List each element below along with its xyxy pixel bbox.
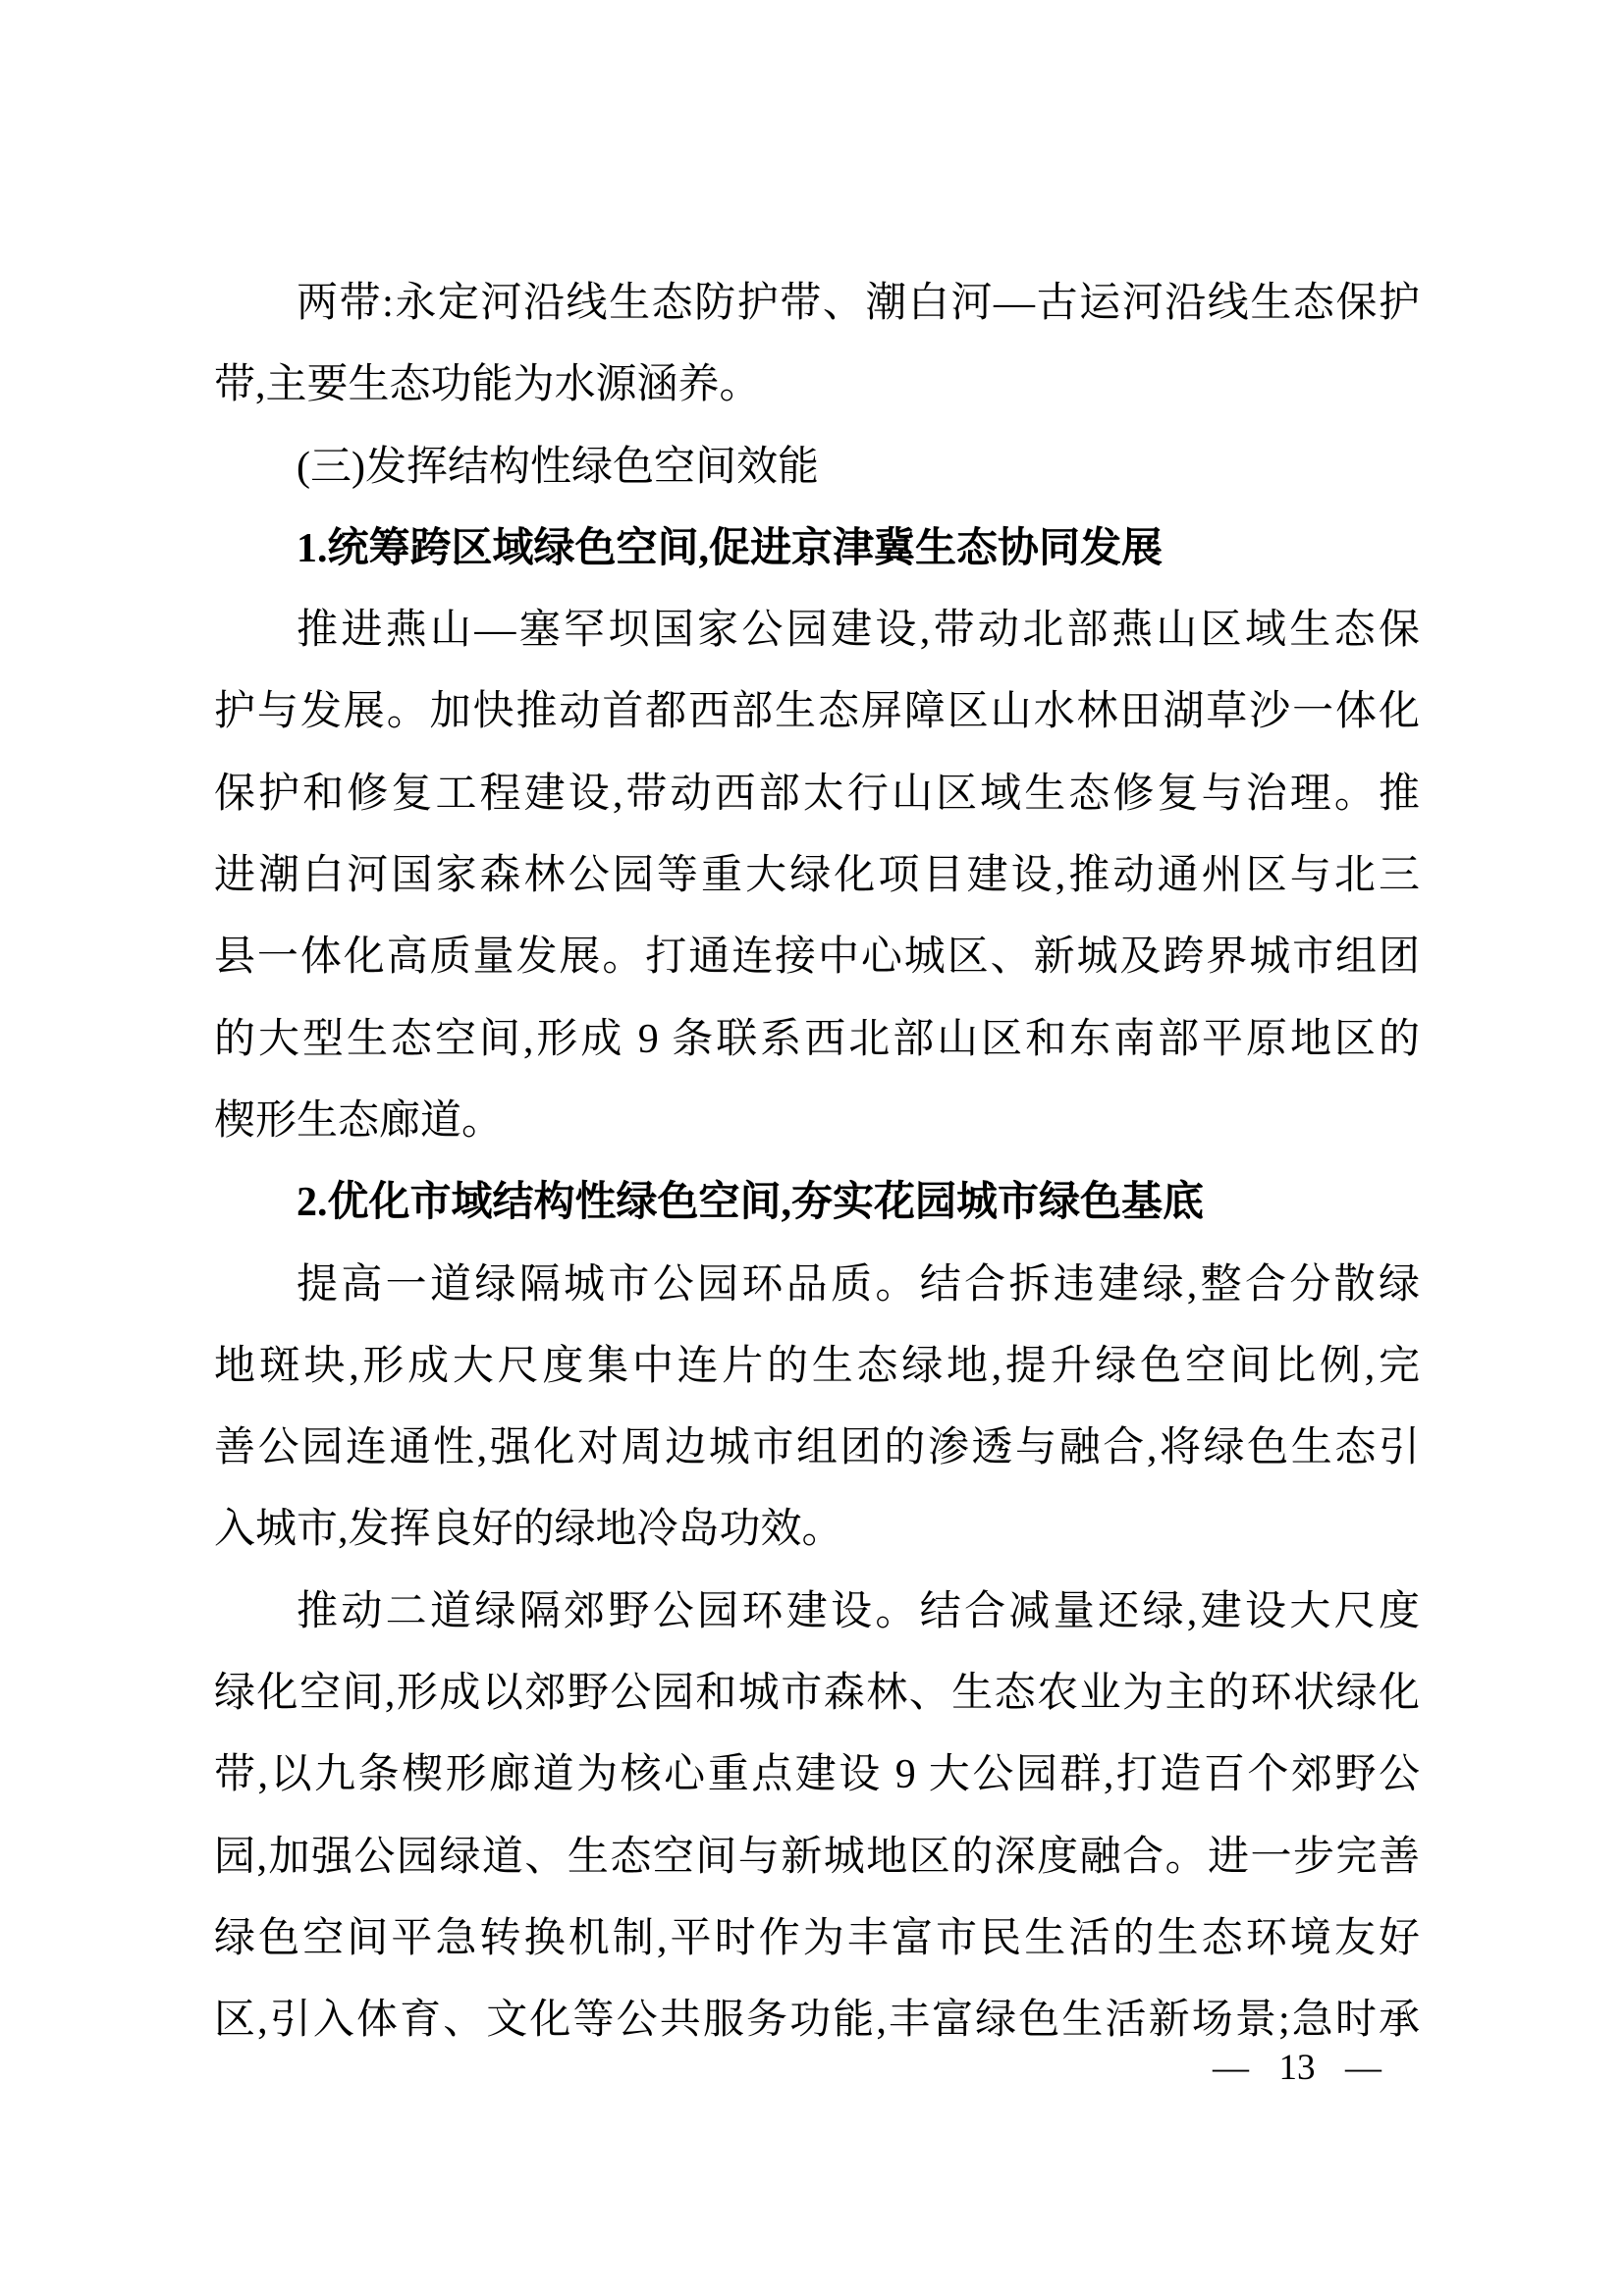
text-line: 两带:永定河沿线生态防护带、潮白河—古运河沿线生态保护 [297, 281, 1420, 326]
text-line: 楔形生态廊道。 [214, 1097, 504, 1144]
text-line: 的大型生态空间,形成 9 条联系西北部山区和东南部平原地区的 [214, 1016, 1420, 1062]
text-line: 带,以九条楔形廊道为核心重点建设 9 大公园群,打造百个郊野公 [214, 1752, 1420, 1798]
document-text-block [214, 263, 1420, 2062]
page-footer [1213, 2047, 1381, 2090]
text-line: 地斑块,形成大尺度集中连片的生态绿地,提升绿色空间比例,完 [214, 1343, 1420, 1389]
text-line: 善公园连通性,强化对周边城市组团的渗透与融合,将绿色生态引 [214, 1425, 1420, 1471]
page-number: 13 [1278, 2048, 1316, 2088]
text-line: 绿化空间,形成以郊野公园和城市森林、生态农业为主的环状绿化 [214, 1671, 1420, 1717]
text-line: 入城市,发挥良好的绿地冷岛功效。 [214, 1507, 843, 1553]
footer-dash-right: — [1345, 2048, 1381, 2088]
footer-dash-left: — [1213, 2048, 1249, 2088]
text-line: 带,主要生态功能为水源涵养。 [214, 362, 761, 408]
text-line: 区,引入体育、文化等公共服务功能,丰富绿色生活新场景;急时承 [214, 1998, 1420, 2044]
text-line: 提高一道绿隔城市公园环品质。结合拆违建绿,整合分散绿 [297, 1261, 1420, 1308]
text-line: 进潮白河国家森林公园等重大绿化项目建设,推动通州区与北三 [214, 853, 1420, 899]
text-line: 推动二道绿隔郊野公园环建设。结合减量还绿,建设大尺度 [297, 1588, 1420, 1634]
text-line: 园,加强公园绿道、生态空间与新城地区的深度融合。进一步完善 [214, 1834, 1420, 1880]
section-heading-3: (三)发挥结构性绿色空间效能 [297, 444, 819, 490]
text-line: 推进燕山—塞罕坝国家公园建设,带动北部燕山区域生态保 [297, 608, 1420, 654]
text-line: 保护和修复工程建设,带动西部太行山区域生态修复与治理。推 [214, 771, 1420, 817]
text-line: 绿色空间平急转换机制,平时作为丰富市民生活的生态环境友好 [214, 1915, 1420, 1961]
numbered-heading-2: 2.优化市域结构性绿色空间,夯实花园城市绿色基底 [297, 1180, 1205, 1226]
text-line: 县一体化高质量发展。打通连接中心城区、新城及跨界城市组团 [214, 934, 1420, 981]
text-line: 护与发展。加快推动首都西部生态屏障区山水林田湖草沙一体化 [214, 689, 1420, 735]
numbered-heading-1: 1.统筹跨区域绿色空间,促进京津冀生态协同发展 [297, 525, 1164, 571]
